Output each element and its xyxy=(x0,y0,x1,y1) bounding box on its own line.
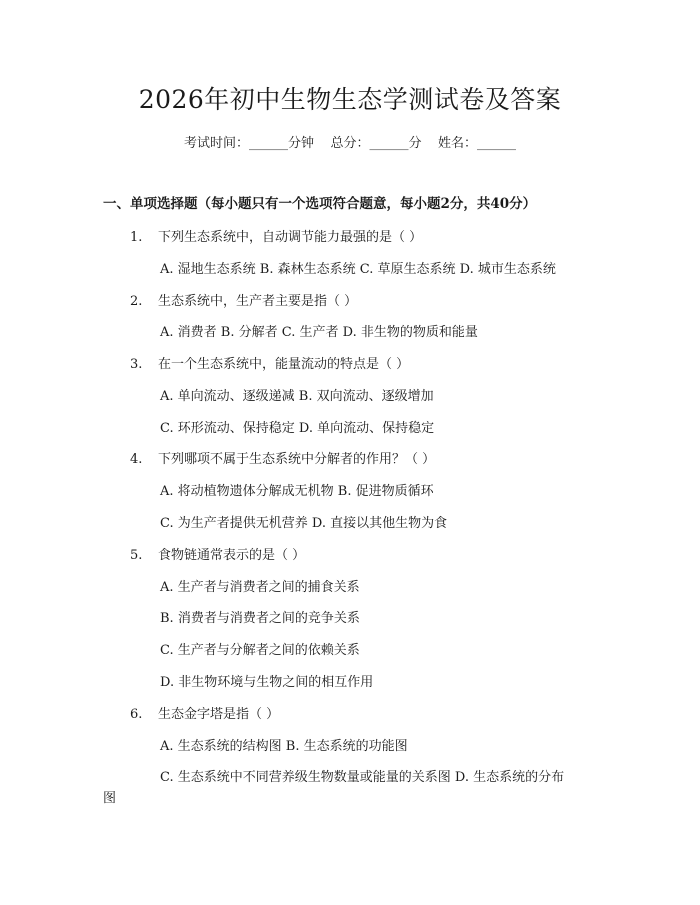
question-text: 在一个生态系统中，能量流动的特点是（ ） xyxy=(158,357,410,372)
question-4 xyxy=(130,448,435,467)
question-2-options: A. 消费者 B. 分解者 C. 生产者 D. 非生物的物质和能量 xyxy=(160,325,478,340)
question-text: 下列生态系统中，自动调节能力最强的是（ ） xyxy=(158,230,423,245)
question-number: 1. xyxy=(130,230,143,245)
question-4-options-line-2: C. 为生产者提供无机营养 D. 直接以其他生物为食 xyxy=(160,516,448,531)
question-6-options-continuation: 图 xyxy=(103,791,117,806)
question-number: 5. xyxy=(130,548,143,563)
question-5-option-b: B. 消费者与消费者之间的竞争关系 xyxy=(160,611,360,626)
question-3-options-line-2: C. 环形流动、保持稳定 D. 单向流动、保持稳定 xyxy=(160,421,435,436)
question-1-options: A. 湿地生态系统 B. 森林生态系统 C. 草原生态系统 D. 城市生态系统 xyxy=(160,262,556,277)
question-3-options-line-1: A. 单向流动、逐级递减 B. 双向流动、逐级增加 xyxy=(160,389,434,404)
question-6-options-line-1: A. 生态系统的结构图 B. 生态系统的功能图 xyxy=(160,739,408,754)
question-5-option-d: D. 非生物环境与生物之间的相互作用 xyxy=(160,675,374,690)
question-number: 3. xyxy=(130,357,143,372)
question-3 xyxy=(130,353,409,372)
question-text: 下列哪项不属于生态系统中分解者的作用？（ ） xyxy=(158,452,436,467)
question-5 xyxy=(130,544,305,563)
question-number: 6. xyxy=(130,707,143,722)
question-2 xyxy=(130,290,357,309)
exam-info: 考试时间：______分钟 总分：______分 姓名：______ xyxy=(183,136,517,151)
section-heading: 一、单项选择题（每小题只有一个选项符合题意，每小题2分，共40分） xyxy=(103,196,537,212)
question-number: 2. xyxy=(130,294,143,309)
question-5-option-a: A. 生产者与消费者之间的捕食关系 xyxy=(160,580,360,595)
question-number: 4. xyxy=(130,452,143,467)
question-text: 食物链通常表示的是（ ） xyxy=(158,548,306,563)
question-1 xyxy=(130,226,422,245)
question-text: 生态系统中，生产者主要是指（ ） xyxy=(158,294,358,309)
question-5-option-c: C. 生产者与分解者之间的依赖关系 xyxy=(160,643,360,658)
question-text: 生态金字塔是指（ ） xyxy=(158,707,280,722)
question-6-options-line-2: C. 生态系统中不同营养级生物数量或能量的关系图 D. 生态系统的分布 xyxy=(160,770,565,785)
question-6 xyxy=(130,703,279,722)
question-4-options-line-1: A. 将动植物遗体分解成无机物 B. 促进物质循环 xyxy=(160,484,434,499)
page-title: 2026年初中生物生态学测试卷及答案 xyxy=(138,85,562,114)
